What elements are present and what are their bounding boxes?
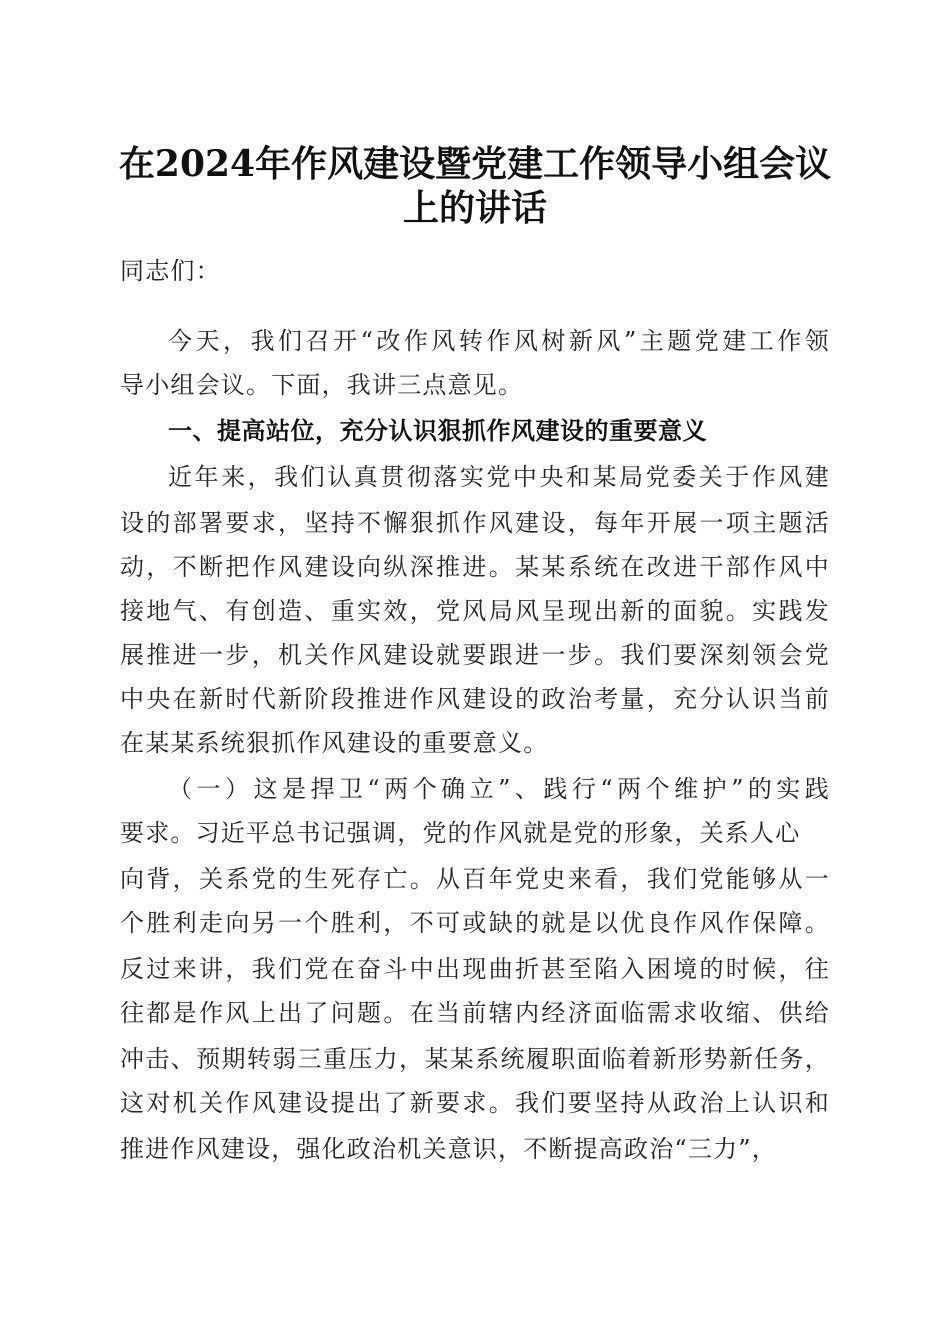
subsection-1-line-8: 推进作风建设，强化政治机关意识，不断提高政治“三力”，: [120, 1135, 777, 1163]
subsection-1-line-7: 这对机关作风建设提出了新要求。我们要坚持从政治上认识和: [120, 1089, 830, 1117]
subsection-1-heading: （一）这是捍卫“两个确立”、践行“两个维护”的实践: [168, 775, 830, 803]
subsection-1-line-6: 冲击、预期转弱三重压力，某某系统履职面临着新形势新任务，: [120, 1045, 830, 1073]
subsection-1-body-first: 习近平总书记强调，党的作风就是党的形象，关系人心: [195, 819, 801, 847]
section-1-line-4: 接地气、有创造、重实效，党风局风呈现出新的面貌。实践发: [120, 597, 830, 625]
section-1-line-3: 动，不断把作风建设向纵深推进。某某系统在改进干部作风中: [120, 553, 830, 581]
document-title-line-2: 上的讲话: [402, 187, 547, 229]
subsection-1-line-2: 向背，关系党的生死存亡。从百年党史来看，我们党能够从一: [120, 865, 830, 893]
section-1-line-6: 中央在新时代新阶段推进作风建设的政治考量，充分认识当前: [120, 685, 830, 713]
subsection-1-heading-cont: 要求。: [120, 819, 196, 847]
subsection-1-line-3: 个胜利走向另一个胜利，不可或缺的就是以优良作风作保障。: [120, 909, 830, 937]
section-1-line-2: 设的部署要求，坚持不懈狠抓作风建设，每年开展一项主题活: [120, 509, 830, 537]
subsection-1-line-5: 往都是作风上出了问题。在当前辖内经济面临需求收缩、供给: [120, 999, 830, 1027]
section-1-line-7: 在某某系统狠抓作风建设的重要意义。: [120, 729, 549, 757]
intro-line-2: 导小组会议。下面，我讲三点意见。: [120, 371, 524, 399]
intro-line-1: 今天，我们召开“改作风转作风树新风”主题党建工作领: [168, 327, 830, 355]
subsection-1-line-1: [120, 818, 830, 848]
document-title-line-1: 在2024年作风建设暨党建工作领导小组会议: [118, 143, 832, 185]
salutation: 同志们：: [120, 257, 221, 285]
section-1-line-5: 展推进一步，机关作风建设就要跟进一步。我们要深刻领会党: [120, 641, 830, 669]
subsection-1-line-4: 反过来讲，我们党在奋斗中出现曲折甚至陷入困境的时候，往: [120, 955, 830, 983]
section-1-line-1: 近年来，我们认真贯彻落实党中央和某局党委关于作风建: [168, 463, 830, 491]
section-1-heading: 一、提高站位，充分认识狠抓作风建设的重要意义: [168, 417, 707, 445]
